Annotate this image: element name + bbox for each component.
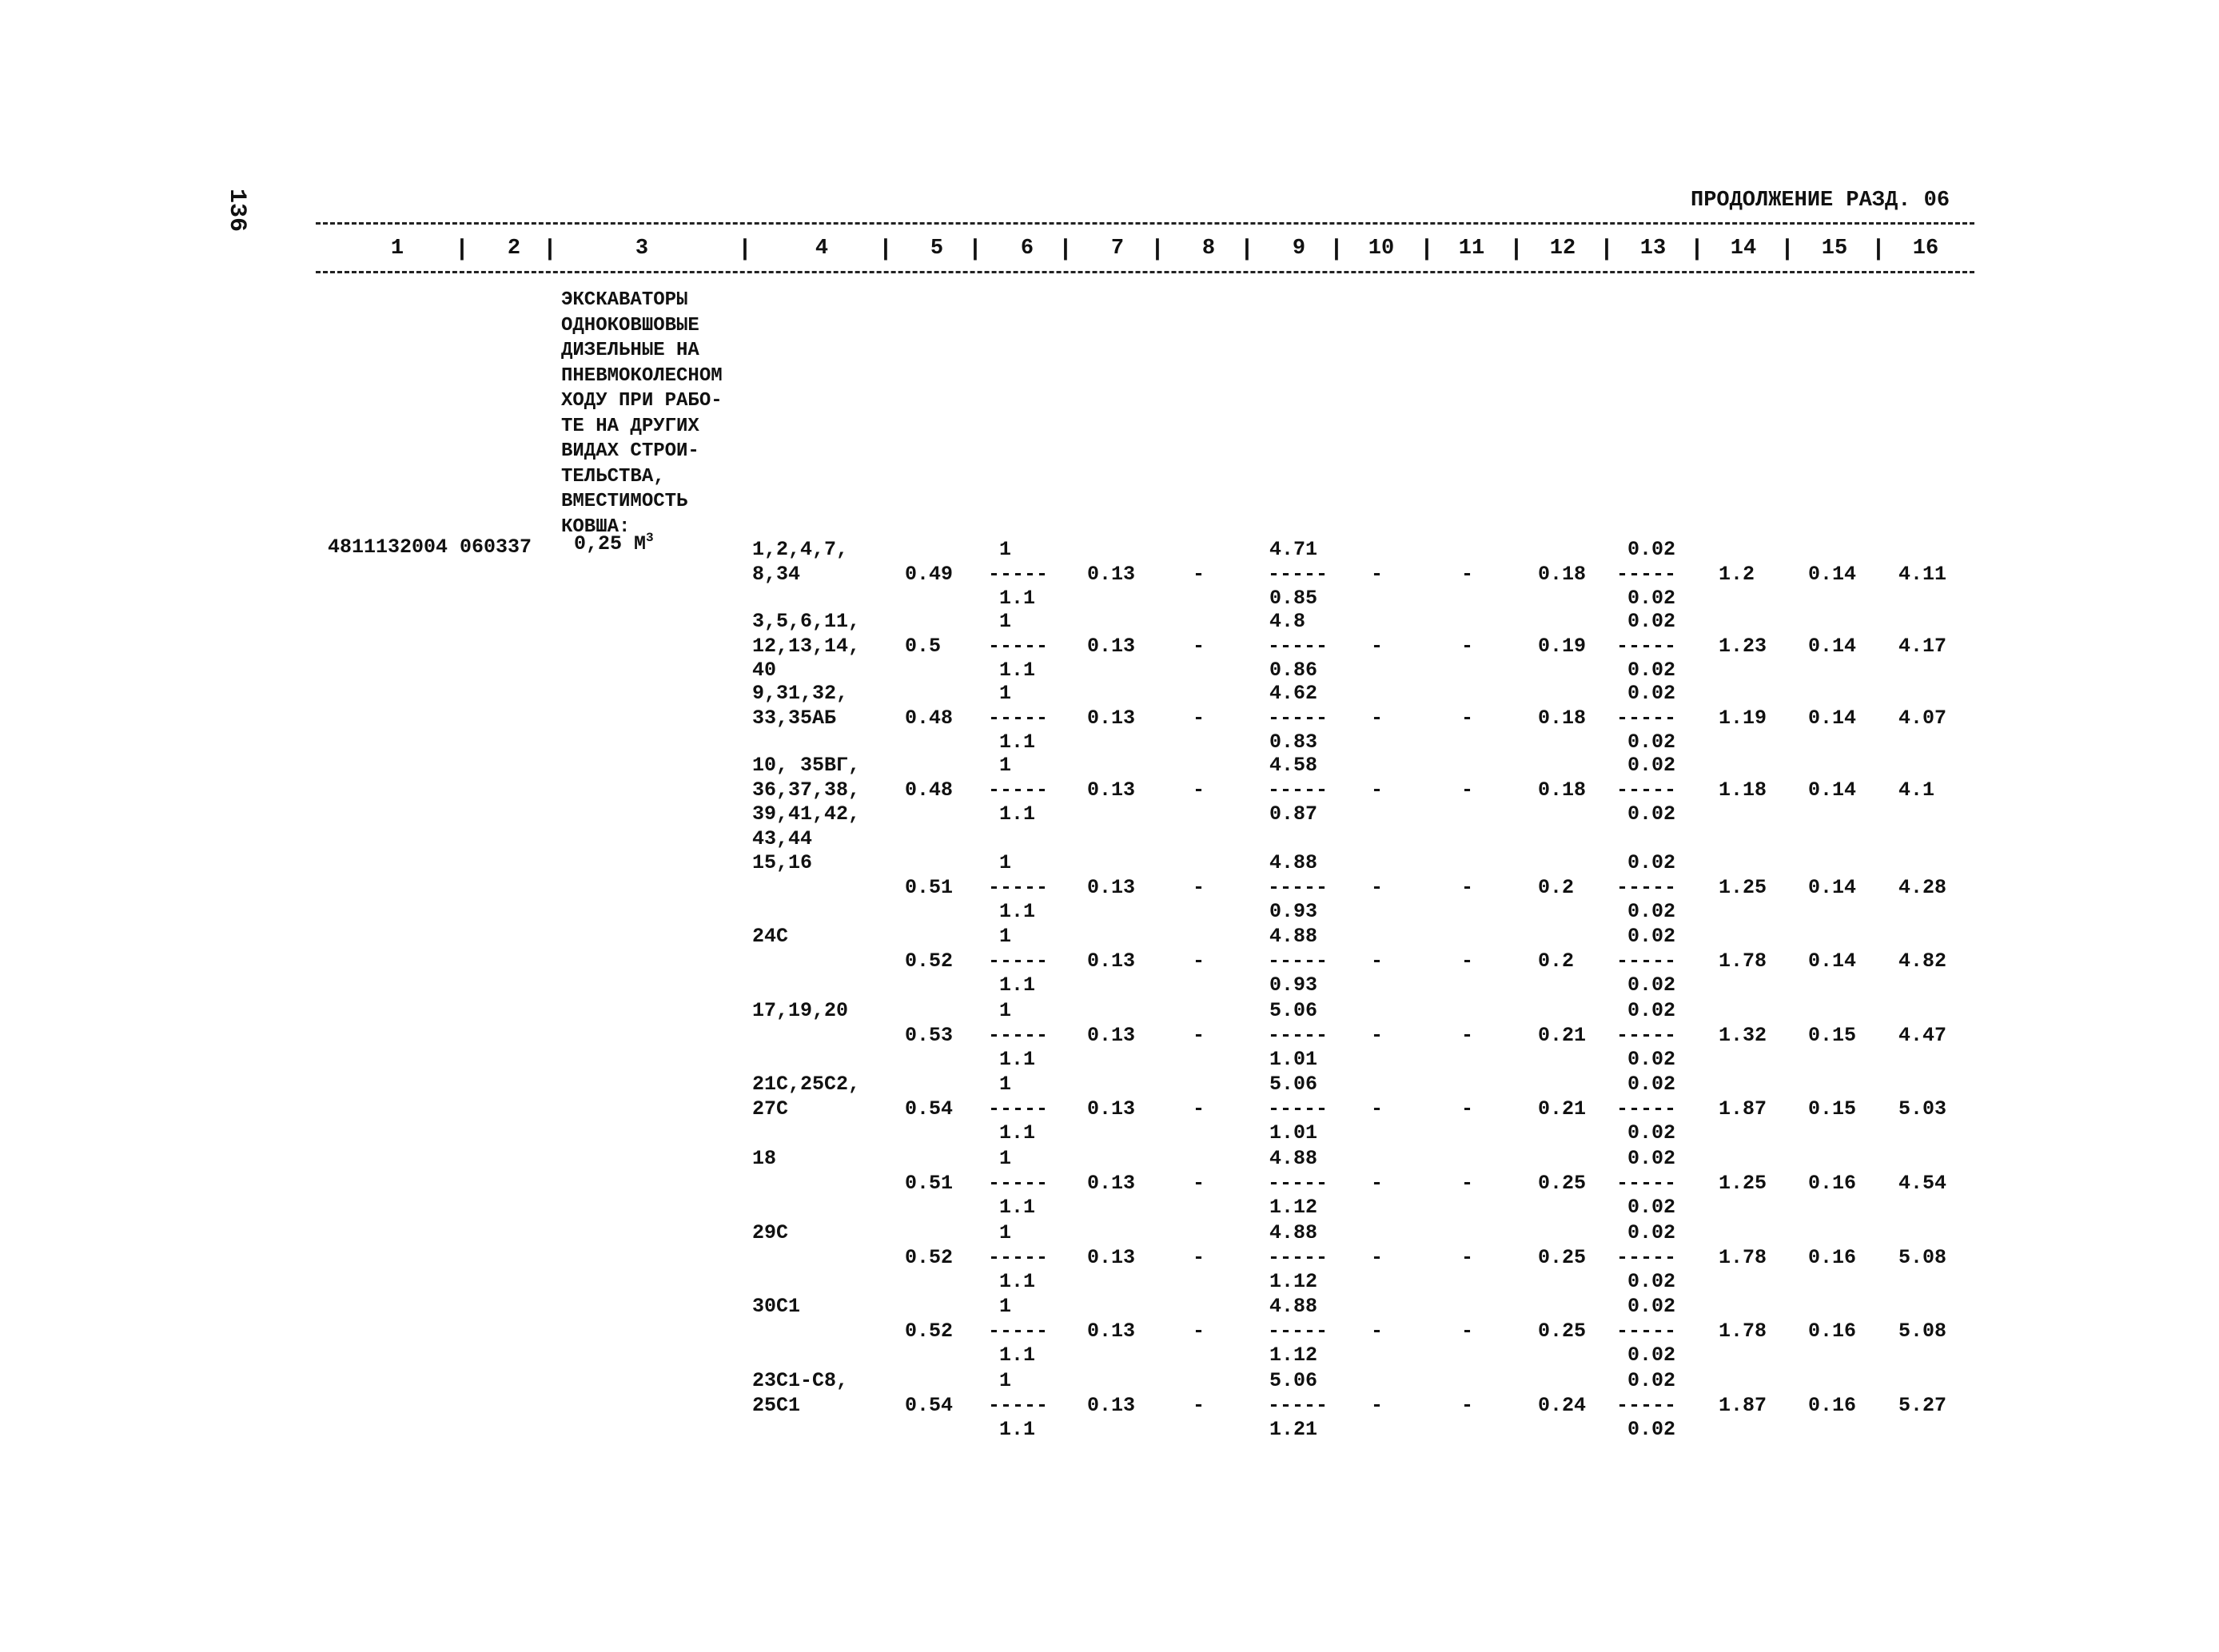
fraction-bar: -----: [1616, 778, 1677, 802]
machine-numbers: 36,37,38,: [752, 778, 861, 802]
resource-code-1: 4811132004: [328, 535, 448, 559]
column-header-10: 10: [1368, 237, 1395, 261]
column-separator: |: [1240, 236, 1254, 262]
col-16-value: 4.47: [1898, 1023, 1947, 1047]
col-8-value: -: [1193, 1171, 1205, 1195]
col-14-value: 1.78: [1719, 1319, 1767, 1343]
fraction-bar: -----: [1268, 1097, 1329, 1121]
col-12-value: 0.21: [1538, 1023, 1587, 1047]
col-15-value: 0.14: [1808, 634, 1857, 658]
machine-numbers: 21С,25С2,: [752, 1073, 861, 1096]
machine-numbers: 3,5,6,11,: [752, 610, 861, 633]
col-15-value: 0.16: [1808, 1319, 1857, 1343]
col-6-numerator: 1: [999, 1295, 1012, 1318]
col-10-value: -: [1371, 1393, 1384, 1417]
col-6-numerator: 1: [999, 925, 1012, 948]
column-separator: |: [1150, 236, 1165, 262]
col-16-value: 4.82: [1898, 949, 1947, 973]
fraction-bar: -----: [1268, 706, 1329, 730]
column-separator: |: [968, 236, 982, 262]
col-13-numerator: 0.02: [1627, 1073, 1676, 1096]
col-12-value: 0.25: [1538, 1319, 1587, 1343]
fraction-bar: -----: [1616, 562, 1677, 586]
machine-numbers: 27С: [752, 1097, 789, 1121]
column-header-7: 7: [1110, 237, 1125, 261]
col-6-denominator: 1.1: [999, 973, 1036, 997]
col-8-value: -: [1193, 1319, 1205, 1343]
machine-numbers: 17,19,20: [752, 999, 849, 1022]
col-11-value: -: [1461, 706, 1474, 730]
col-8-value: -: [1193, 1097, 1205, 1121]
col-9-numerator: 4.62: [1269, 682, 1318, 705]
col-9-denominator: 0.83: [1269, 730, 1318, 754]
fraction-bar: -----: [1616, 875, 1677, 899]
col-15-value: 0.14: [1808, 778, 1857, 802]
col-9-denominator: 1.01: [1269, 1121, 1318, 1144]
col-14-value: 1.19: [1719, 706, 1767, 730]
col-10-value: -: [1371, 1245, 1384, 1269]
col-15-value: 0.16: [1808, 1245, 1857, 1269]
fraction-bar: -----: [1616, 1319, 1677, 1343]
col-7-value: 0.13: [1087, 778, 1136, 802]
col-16-value: 5.08: [1898, 1319, 1947, 1343]
machine-numbers: 8,34: [752, 562, 801, 586]
col-8-value: -: [1193, 562, 1205, 586]
continuation-title: ПРОДОЛЖЕНИЕ РАЗД. 06: [1691, 189, 1950, 213]
fraction-bar: -----: [988, 562, 1049, 586]
col-9-denominator: 1.21: [1269, 1418, 1318, 1441]
column-separator: |: [1509, 236, 1524, 262]
section-title-line: ОДНОКОВШОВЫЕ: [561, 314, 699, 336]
col-6-denominator: 1.1: [999, 1343, 1036, 1367]
col-14-value: 1.25: [1719, 875, 1767, 899]
col-6-numerator: 1: [999, 999, 1012, 1022]
resource-code: [328, 535, 532, 559]
col-12-value: 0.2: [1538, 949, 1575, 973]
fraction-bar: -----: [1268, 949, 1329, 973]
col-6-numerator: 1: [999, 610, 1012, 633]
column-separator: |: [1780, 236, 1795, 262]
col-7-value: 0.13: [1087, 634, 1136, 658]
col-15-value: 0.14: [1808, 562, 1857, 586]
col-6-denominator: 1.1: [999, 587, 1036, 610]
column-header-2: 2: [507, 237, 521, 261]
col-11-value: -: [1461, 1319, 1474, 1343]
fraction-bar: -----: [988, 634, 1049, 658]
col-13-numerator: 0.02: [1627, 999, 1676, 1022]
section-title-line: ВМЕСТИМОСТЬ: [561, 491, 688, 512]
col-7-value: 0.13: [1087, 1097, 1136, 1121]
section-title-line: ВИДАХ СТРОИ-: [561, 440, 699, 462]
col-9-denominator: 1.12: [1269, 1343, 1318, 1367]
col-9-denominator: 0.93: [1269, 973, 1318, 997]
col-8-value: -: [1193, 1393, 1205, 1417]
col-16-value: 4.28: [1898, 875, 1947, 899]
column-header-11: 11: [1458, 237, 1485, 261]
col-13-numerator: 0.02: [1627, 1147, 1676, 1170]
machine-numbers: 23С1-С8,: [752, 1369, 849, 1392]
col-6-numerator: 1: [999, 1073, 1012, 1096]
col-10-value: -: [1371, 634, 1384, 658]
machine-numbers: 40: [752, 659, 777, 682]
col-8-value: -: [1193, 1245, 1205, 1269]
col-12-value: 0.18: [1538, 778, 1587, 802]
col-10-value: -: [1371, 1319, 1384, 1343]
col-5-value: 0.54: [905, 1097, 954, 1121]
col-5-value: 0.52: [905, 1245, 954, 1269]
col-10-value: -: [1371, 1171, 1384, 1195]
section-title-line: ЭКСКАВАТОРЫ: [561, 289, 688, 311]
col-6-denominator: 1.1: [999, 1196, 1036, 1219]
bucket-capacity: [574, 531, 654, 555]
col-6-denominator: 1.1: [999, 802, 1036, 826]
col-14-value: 1.2: [1719, 562, 1755, 586]
fraction-bar: -----: [1616, 1393, 1677, 1417]
col-6-numerator: 1: [999, 1369, 1012, 1392]
capacity-unit: М: [634, 532, 647, 555]
col-5-value: 0.49: [905, 562, 954, 586]
machine-numbers: 29С: [752, 1221, 789, 1244]
col-6-numerator: 1: [999, 682, 1012, 705]
machine-numbers: 39,41,42,: [752, 802, 861, 826]
col-6-numerator: 1: [999, 538, 1012, 561]
col-13-denominator: 0.02: [1627, 1048, 1676, 1071]
section-title-line: КОВША:: [561, 516, 631, 538]
col-9-numerator: 4.88: [1269, 1221, 1318, 1244]
fraction-bar: -----: [1268, 875, 1329, 899]
col-13-denominator: 0.02: [1627, 1418, 1676, 1441]
fraction-bar: -----: [1268, 1023, 1329, 1047]
section-title-line: ДИЗЕЛЬНЫЕ НА: [561, 340, 699, 361]
col-9-numerator: 5.06: [1269, 1073, 1318, 1096]
col-13-numerator: 0.02: [1627, 851, 1676, 874]
fraction-bar: -----: [988, 778, 1049, 802]
col-16-value: 4.17: [1898, 634, 1947, 658]
col-6-numerator: 1: [999, 1147, 1012, 1170]
col-14-value: 1.78: [1719, 1245, 1767, 1269]
fraction-bar: -----: [988, 1097, 1049, 1121]
col-11-value: -: [1461, 1097, 1474, 1121]
col-6-numerator: 1: [999, 754, 1012, 777]
fraction-bar: -----: [988, 1023, 1049, 1047]
col-6-denominator: 1.1: [999, 1270, 1036, 1293]
col-5-value: 0.54: [905, 1393, 954, 1417]
header-bottom-rule: [316, 271, 1974, 273]
section-title: [561, 288, 745, 539]
col-12-value: 0.25: [1538, 1245, 1587, 1269]
col-8-value: -: [1193, 1023, 1205, 1047]
column-header-12: 12: [1549, 237, 1576, 261]
col-6-numerator: 1: [999, 1221, 1012, 1244]
col-13-numerator: 0.02: [1627, 682, 1676, 705]
col-5-value: 0.51: [905, 875, 954, 899]
col-13-numerator: 0.02: [1627, 754, 1676, 777]
column-header-5: 5: [930, 237, 944, 261]
col-12-value: 0.2: [1538, 875, 1575, 899]
col-9-numerator: 4.88: [1269, 1147, 1318, 1170]
fraction-bar: -----: [1268, 1393, 1329, 1417]
col-12-value: 0.18: [1538, 706, 1587, 730]
fraction-bar: -----: [1616, 706, 1677, 730]
col-11-value: -: [1461, 1023, 1474, 1047]
col-7-value: 0.13: [1087, 1023, 1136, 1047]
col-6-denominator: 1.1: [999, 659, 1036, 682]
col-13-denominator: 0.02: [1627, 1121, 1676, 1144]
col-14-value: 1.32: [1719, 1023, 1767, 1047]
col-10-value: -: [1371, 949, 1384, 973]
col-13-numerator: 0.02: [1627, 538, 1676, 561]
section-title-line: ПНЕВМОКОЛЕСНОМ: [561, 364, 723, 387]
capacity-value: 0,25: [574, 532, 623, 555]
section-title-line: ТЕЛЬСТВА,: [561, 465, 665, 488]
fraction-bar: -----: [1616, 1171, 1677, 1195]
col-5-value: 0.52: [905, 1319, 954, 1343]
col-14-value: 1.78: [1719, 949, 1767, 973]
col-11-value: -: [1461, 875, 1474, 899]
column-header-6: 6: [1020, 237, 1034, 261]
fraction-bar: -----: [1268, 1171, 1329, 1195]
section-title-line: ХОДУ ПРИ РАБО-: [561, 390, 723, 412]
col-11-value: -: [1461, 562, 1474, 586]
section-title-line: ТЕ НА ДРУГИХ: [561, 415, 699, 437]
col-9-denominator: 0.93: [1269, 900, 1318, 923]
machine-numbers: 30С1: [752, 1295, 801, 1318]
col-12-value: 0.18: [1538, 562, 1587, 586]
column-header-16: 16: [1912, 237, 1939, 261]
col-7-value: 0.13: [1087, 1245, 1136, 1269]
fraction-bar: -----: [1616, 1245, 1677, 1269]
column-header-3: 3: [635, 237, 649, 261]
machine-numbers: 1,2,4,7,: [752, 538, 849, 561]
column-separator: |: [1420, 236, 1434, 262]
col-12-value: 0.21: [1538, 1097, 1587, 1121]
column-separator: |: [1058, 236, 1073, 262]
machine-numbers: 43,44: [752, 826, 813, 850]
col-13-denominator: 0.02: [1627, 973, 1676, 997]
col-10-value: -: [1371, 1097, 1384, 1121]
col-6-denominator: 1.1: [999, 1418, 1036, 1441]
col-13-denominator: 0.02: [1627, 802, 1676, 826]
column-separator: |: [1600, 236, 1614, 262]
fraction-bar: -----: [988, 949, 1049, 973]
column-separator: |: [738, 236, 752, 262]
resource-code-2: 060337: [460, 535, 532, 559]
col-15-value: 0.15: [1808, 1023, 1857, 1047]
col-8-value: -: [1193, 875, 1205, 899]
machine-numbers: 15,16: [752, 851, 813, 874]
col-5-value: 0.48: [905, 778, 954, 802]
fraction-bar: -----: [1268, 634, 1329, 658]
col-6-denominator: 1.1: [999, 730, 1036, 754]
col-10-value: -: [1371, 875, 1384, 899]
page-number: 136: [223, 189, 250, 233]
col-7-value: 0.13: [1087, 1319, 1136, 1343]
machine-numbers: 12,13,14,: [752, 634, 861, 658]
col-15-value: 0.14: [1808, 875, 1857, 899]
col-6-denominator: 1.1: [999, 900, 1036, 923]
column-separator: |: [455, 236, 469, 262]
column-separator: |: [1329, 236, 1344, 262]
col-8-value: -: [1193, 706, 1205, 730]
col-9-numerator: 4.88: [1269, 851, 1318, 874]
col-14-value: 1.87: [1719, 1393, 1767, 1417]
col-7-value: 0.13: [1087, 562, 1136, 586]
col-9-numerator: 4.88: [1269, 925, 1318, 948]
col-9-denominator: 1.12: [1269, 1270, 1318, 1293]
col-10-value: -: [1371, 1023, 1384, 1047]
col-16-value: 5.08: [1898, 1245, 1947, 1269]
col-14-value: 1.87: [1719, 1097, 1767, 1121]
col-9-numerator: 5.06: [1269, 999, 1318, 1022]
col-8-value: -: [1193, 634, 1205, 658]
col-13-numerator: 0.02: [1627, 610, 1676, 633]
col-15-value: 0.16: [1808, 1171, 1857, 1195]
col-5-value: 0.51: [905, 1171, 954, 1195]
col-13-denominator: 0.02: [1627, 730, 1676, 754]
col-12-value: 0.24: [1538, 1393, 1587, 1417]
header-top-rule: [316, 222, 1974, 225]
col-13-numerator: 0.02: [1627, 1221, 1676, 1244]
col-16-value: 4.1: [1898, 778, 1935, 802]
col-10-value: -: [1371, 562, 1384, 586]
fraction-bar: -----: [988, 1393, 1049, 1417]
column-header-14: 14: [1730, 237, 1757, 261]
col-16-value: 5.27: [1898, 1393, 1947, 1417]
col-11-value: -: [1461, 949, 1474, 973]
col-7-value: 0.13: [1087, 1171, 1136, 1195]
fraction-bar: -----: [988, 1171, 1049, 1195]
col-11-value: -: [1461, 1393, 1474, 1417]
col-5-value: 0.52: [905, 949, 954, 973]
col-7-value: 0.13: [1087, 949, 1136, 973]
fraction-bar: -----: [988, 1245, 1049, 1269]
col-9-denominator: 0.86: [1269, 659, 1318, 682]
col-9-denominator: 0.87: [1269, 802, 1318, 826]
col-15-value: 0.14: [1808, 706, 1857, 730]
column-header-15: 15: [1821, 237, 1848, 261]
fraction-bar: -----: [1268, 778, 1329, 802]
column-separator: |: [878, 236, 893, 262]
col-9-numerator: 4.71: [1269, 538, 1318, 561]
col-7-value: 0.13: [1087, 1393, 1136, 1417]
col-15-value: 0.15: [1808, 1097, 1857, 1121]
column-separator: |: [543, 236, 557, 262]
col-10-value: -: [1371, 706, 1384, 730]
col-13-denominator: 0.02: [1627, 1270, 1676, 1293]
col-11-value: -: [1461, 778, 1474, 802]
col-11-value: -: [1461, 1245, 1474, 1269]
fraction-bar: -----: [988, 875, 1049, 899]
col-9-numerator: 4.8: [1269, 610, 1306, 633]
col-8-value: -: [1193, 949, 1205, 973]
machine-numbers: 24С: [752, 925, 789, 948]
col-12-value: 0.19: [1538, 634, 1587, 658]
machine-numbers: 33,35АБ: [752, 706, 837, 730]
col-14-value: 1.18: [1719, 778, 1767, 802]
machine-numbers: 18: [752, 1147, 777, 1170]
col-7-value: 0.13: [1087, 706, 1136, 730]
column-separator: |: [1871, 236, 1886, 262]
column-header-4: 4: [815, 237, 829, 261]
column-header-8: 8: [1201, 237, 1216, 261]
fraction-bar: -----: [1268, 1245, 1329, 1269]
fraction-bar: -----: [1616, 634, 1677, 658]
col-9-denominator: 1.01: [1269, 1048, 1318, 1071]
col-13-numerator: 0.02: [1627, 1369, 1676, 1392]
col-14-value: 1.25: [1719, 1171, 1767, 1195]
fraction-bar: -----: [988, 1319, 1049, 1343]
col-16-value: 4.54: [1898, 1171, 1947, 1195]
fraction-bar: -----: [1616, 1097, 1677, 1121]
col-8-value: -: [1193, 778, 1205, 802]
col-11-value: -: [1461, 1171, 1474, 1195]
column-header-1: 1: [390, 237, 404, 261]
col-9-denominator: 0.85: [1269, 587, 1318, 610]
col-9-numerator: 5.06: [1269, 1369, 1318, 1392]
col-13-numerator: 0.02: [1627, 925, 1676, 948]
col-13-denominator: 0.02: [1627, 659, 1676, 682]
col-16-value: 4.07: [1898, 706, 1947, 730]
col-5-value: 0.48: [905, 706, 954, 730]
col-9-numerator: 4.58: [1269, 754, 1318, 777]
col-16-value: 4.11: [1898, 562, 1947, 586]
col-15-value: 0.16: [1808, 1393, 1857, 1417]
fraction-bar: -----: [1268, 1319, 1329, 1343]
col-7-value: 0.13: [1087, 875, 1136, 899]
fraction-bar: -----: [1616, 949, 1677, 973]
fraction-bar: -----: [1268, 562, 1329, 586]
col-13-denominator: 0.02: [1627, 900, 1676, 923]
col-10-value: -: [1371, 778, 1384, 802]
column-header-13: 13: [1639, 237, 1667, 261]
col-13-denominator: 0.02: [1627, 1343, 1676, 1367]
col-6-denominator: 1.1: [999, 1121, 1036, 1144]
col-5-value: 0.53: [905, 1023, 954, 1047]
col-12-value: 0.25: [1538, 1171, 1587, 1195]
col-13-numerator: 0.02: [1627, 1295, 1676, 1318]
column-separator: |: [1690, 236, 1704, 262]
col-13-denominator: 0.02: [1627, 1196, 1676, 1219]
col-13-denominator: 0.02: [1627, 587, 1676, 610]
fraction-bar: -----: [988, 706, 1049, 730]
column-header-9: 9: [1292, 237, 1306, 261]
fraction-bar: -----: [1616, 1023, 1677, 1047]
col-5-value: 0.5: [905, 634, 942, 658]
col-9-numerator: 4.88: [1269, 1295, 1318, 1318]
col-11-value: -: [1461, 634, 1474, 658]
machine-numbers: 10, 35ВГ,: [752, 754, 861, 777]
col-14-value: 1.23: [1719, 634, 1767, 658]
col-9-denominator: 1.12: [1269, 1196, 1318, 1219]
col-6-numerator: 1: [999, 851, 1012, 874]
machine-numbers: 9,31,32,: [752, 682, 849, 705]
col-15-value: 0.14: [1808, 949, 1857, 973]
capacity-exponent: 3: [646, 531, 654, 545]
machine-numbers: 25С1: [752, 1393, 801, 1417]
col-6-denominator: 1.1: [999, 1048, 1036, 1071]
col-16-value: 5.03: [1898, 1097, 1947, 1121]
